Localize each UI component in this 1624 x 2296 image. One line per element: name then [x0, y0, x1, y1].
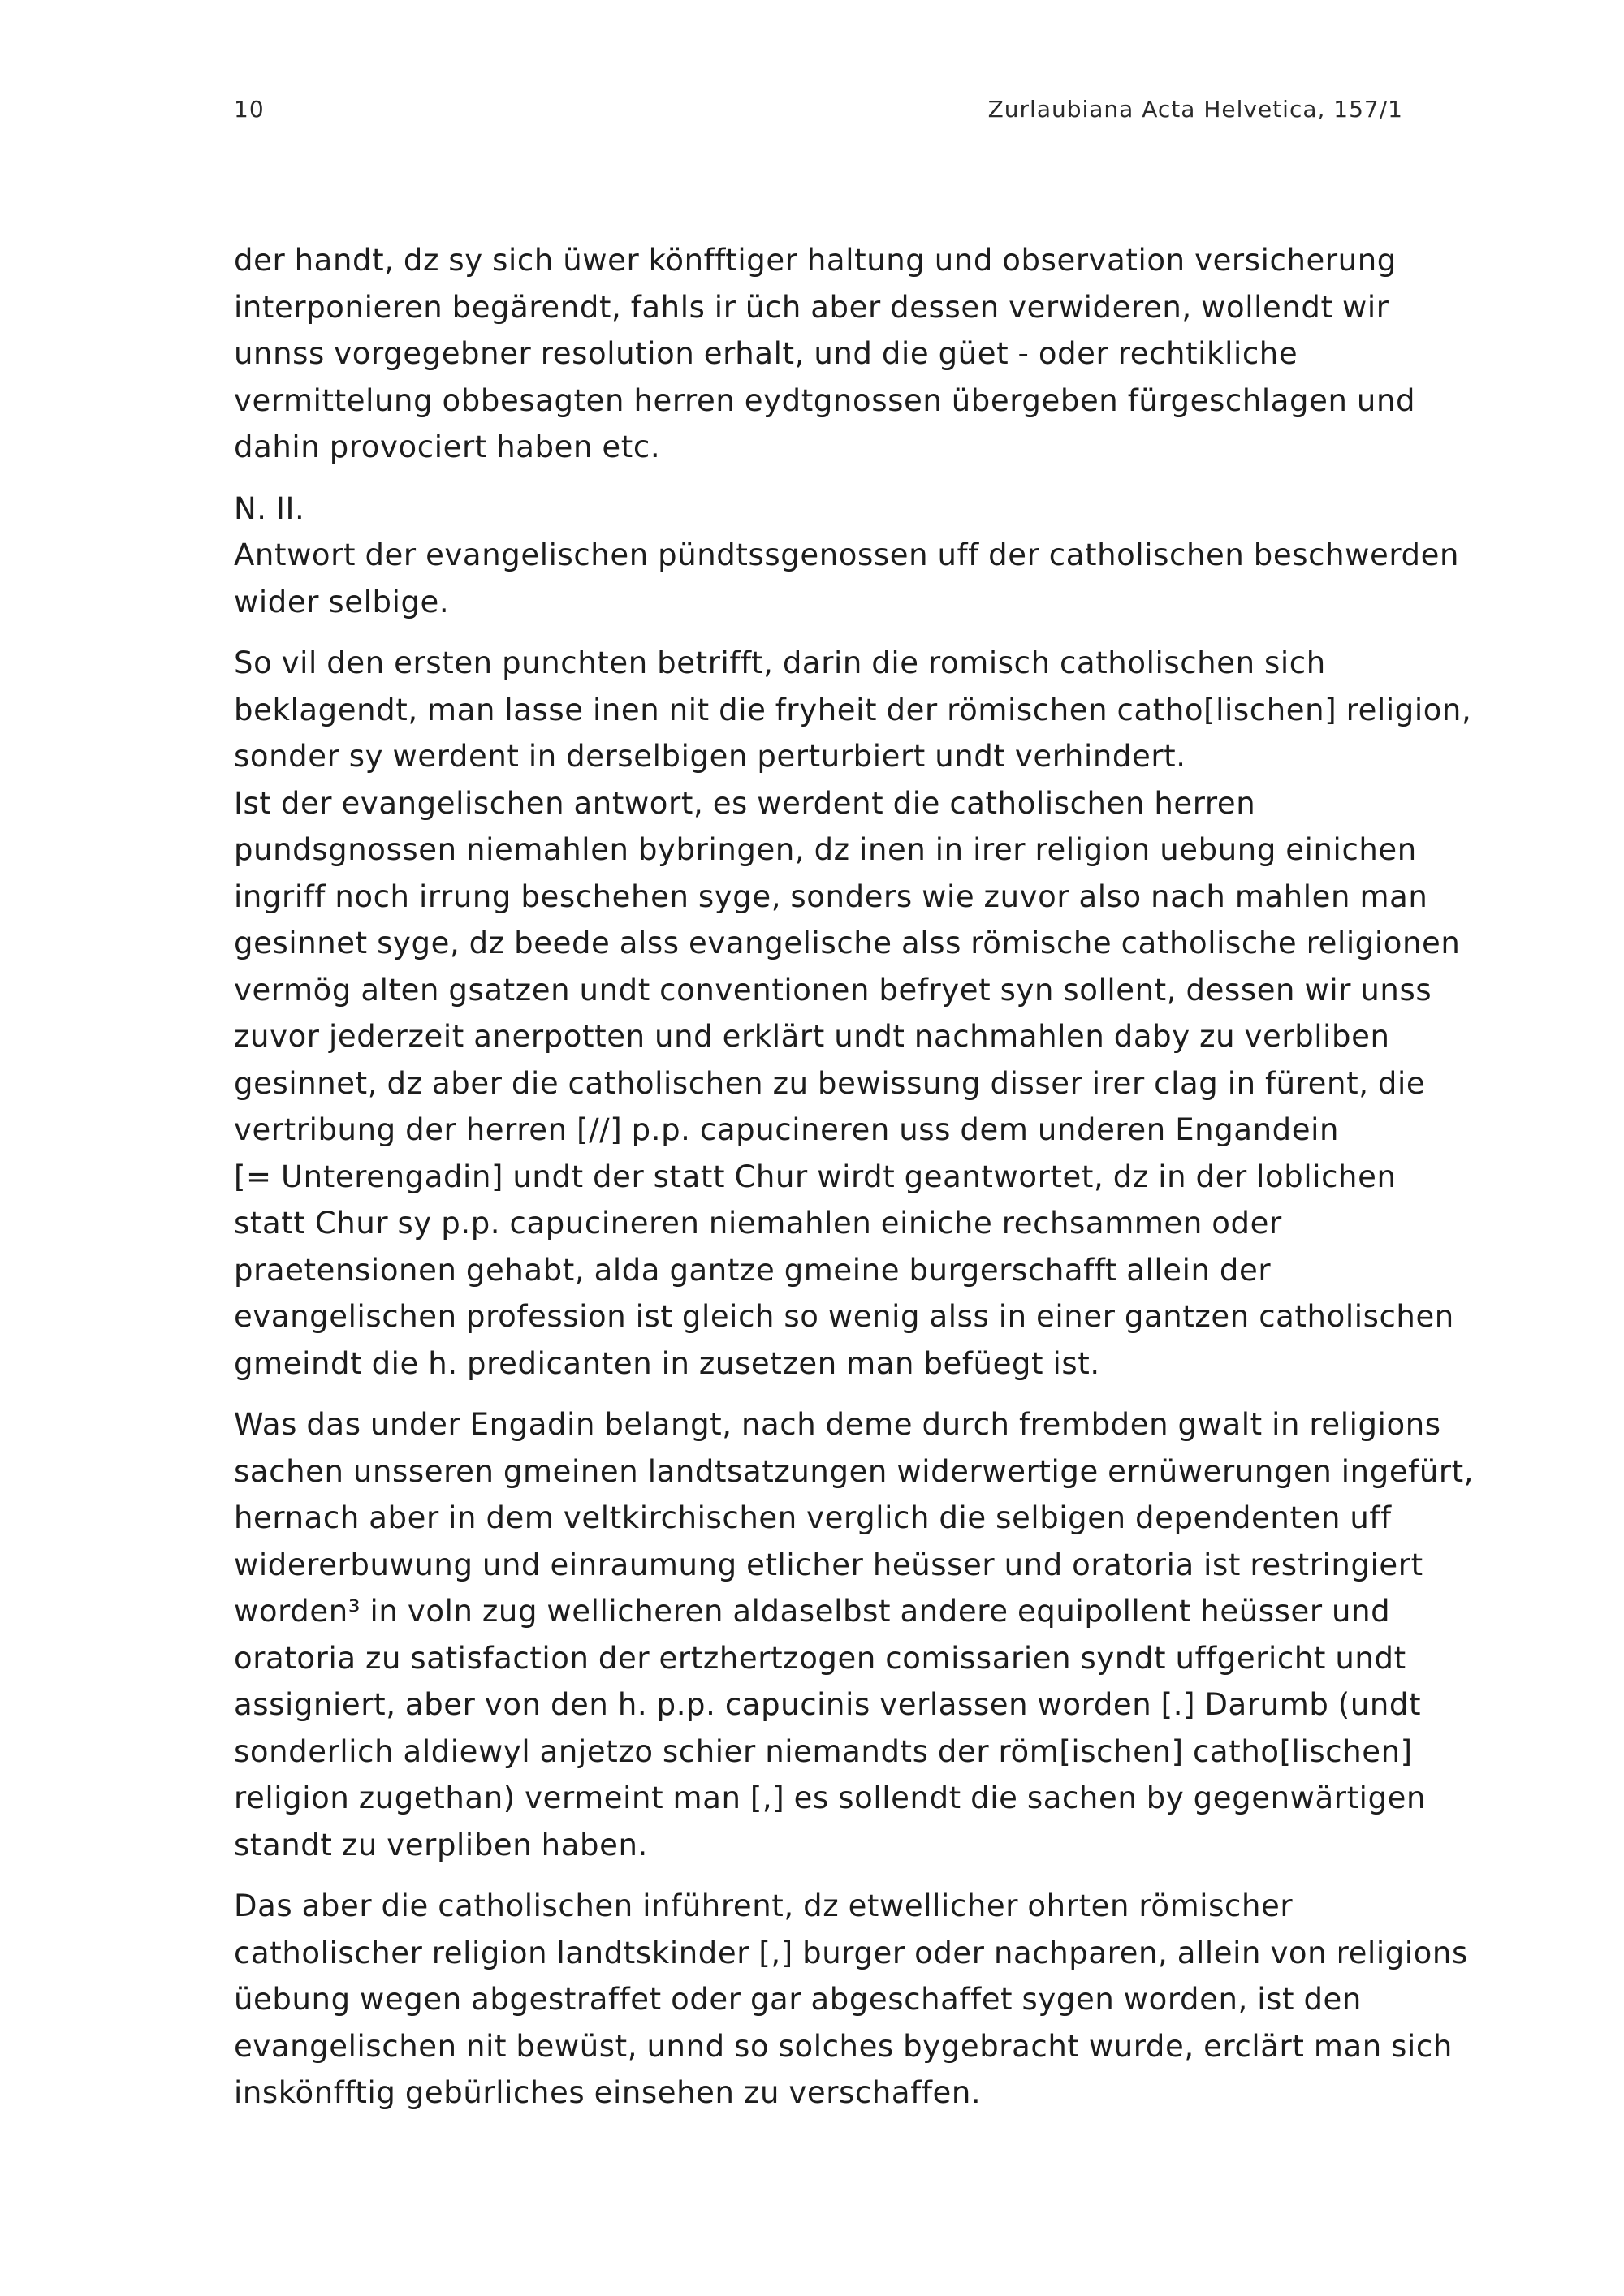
paragraph-2 [234, 486, 1460, 626]
page-header [234, 96, 1403, 128]
running-title: Zurlaubiana Acta Helvetica, 157/1 [987, 96, 1403, 123]
text-line: interponieren begärendt, fahls ir üch aber dessen verwideren, wollendt wir [234, 289, 1389, 325]
text-line: worden³ in voln zug wellicheren aldaselbst andere equipollent heüsser und [234, 1594, 1391, 1629]
paragraph-3 [234, 640, 1472, 1387]
text-line: evangelischen profession ist gleich so wenig alss in einer gantzen catholischen [234, 1299, 1454, 1334]
text-line: unnss vorgegebner resolution erhalt, und die güet - oder rechtikliche [234, 336, 1298, 371]
text-line: gesinnet syge, dz beede alss evangelische alss römische catholische religionen [234, 926, 1461, 960]
text-line: ingriff noch irrung beschehen syge, sonders wie zuvor also nach mahlen man [234, 878, 1428, 914]
text-line: [= Unterengadin] undt der statt Chur wirdt geantwortet, dz in der loblichen [234, 1159, 1397, 1194]
section-heading: wider selbige. [234, 584, 450, 619]
text-line: oratoria zu satisfaction der ertzhertzogen comissarien syndt uffgericht undt [234, 1640, 1406, 1676]
text-line: vermög alten gsatzen undt conventionen befryet syn sollent, dessen wir unss [234, 972, 1432, 1008]
text-line: gesinnet, dz aber die catholischen zu bewissung disser irer clag in fürent, die [234, 1065, 1426, 1101]
text-line: dahin provociert haben etc. [234, 429, 661, 464]
section-number: N. II. [234, 490, 305, 526]
document-body [234, 237, 1475, 2131]
page-number: 10 [234, 96, 265, 123]
text-line: assigniert, aber von den h. p.p. capucinis verlassen worden [.] Darumb (undt [234, 1687, 1422, 1722]
paragraph-1 [234, 237, 1416, 471]
text-line: vermittelung obbesagten herren eydtgnossen übergeben fürgeschlagen und [234, 382, 1416, 418]
paragraph-5 [234, 1883, 1468, 2117]
text-line: So vil den ersten punchten betrifft, darin die romisch catholischen sich [234, 645, 1326, 680]
text-line: statt Chur sy p.p. capucineren niemahlen einiche rechsammen oder [234, 1206, 1282, 1241]
text-line: sonderlich aldiewyl anjetzo schier niemandts der röm[ischen] catho[lischen] [234, 1733, 1413, 1769]
text-line: praetensionen gehabt, alda gantze gmeine burgerschafft allein der [234, 1252, 1272, 1288]
text-line: beklagendt, man lasse inen nit die fryheit der römischen catho[lischen] religion, [234, 692, 1472, 727]
text-line: standt zu verpliben haben. [234, 1827, 648, 1862]
text-line: catholischer religion landtskinder [,] burger oder nachparen, allein von religions [234, 1935, 1468, 1970]
text-line: üebung wegen abgestraffet oder gar abgeschaffet sygen worden, ist den [234, 1982, 1362, 2017]
text-line: inskönfftig gebürliches einsehen zu verschaffen. [234, 2075, 982, 2110]
text-line: vertribung der herren [//] p.p. capucineren uss dem underen Engandein [234, 1112, 1340, 1147]
paragraph-4 [234, 1401, 1475, 1868]
text-line: Das aber die catholischen inführent, dz etwellicher ohrten römischer [234, 1888, 1294, 1923]
text-line: widererbuwung und einraumung etlicher heüsser und oratoria ist restringiert [234, 1547, 1423, 1582]
text-line: Ist der evangelischen antwort, es werdent die catholischen herren [234, 785, 1256, 821]
text-line: pundsgnossen niemahlen bybringen, dz inen in irer religion uebung einichen [234, 832, 1417, 867]
text-line: Was das under Engadin belangt, nach deme durch frembden gwalt in religions [234, 1407, 1441, 1442]
text-line: evangelischen nit bewüst, unnd so solches bygebracht wurde, erclärt man sich [234, 2028, 1453, 2064]
text-line: zuvor jederzeit anerpotten und erklärt undt nachmahlen daby zu verbliben [234, 1019, 1390, 1054]
text-line: der handt, dz sy sich üwer könfftiger haltung und observation versicherung [234, 243, 1397, 278]
text-line: hernach aber in dem veltkirchischen verglich die selbigen dependenten uff [234, 1500, 1392, 1535]
text-line: gmeindt die h. predicanten in zusetzen man befüegt ist. [234, 1345, 1100, 1381]
text-line: sachen unsseren gmeinen landtsatzungen widerwertige ernüwerungen ingefürt, [234, 1453, 1475, 1489]
section-heading: Antwort der evangelischen pündtssgenossen uff der catholischen beschwerden [234, 537, 1460, 572]
text-line: sonder sy werdent in derselbigen perturbiert undt verhindert. [234, 739, 1186, 774]
text-line: religion zugethan) vermeint man [,] es sollendt die sachen by gegenwärtigen [234, 1780, 1427, 1815]
